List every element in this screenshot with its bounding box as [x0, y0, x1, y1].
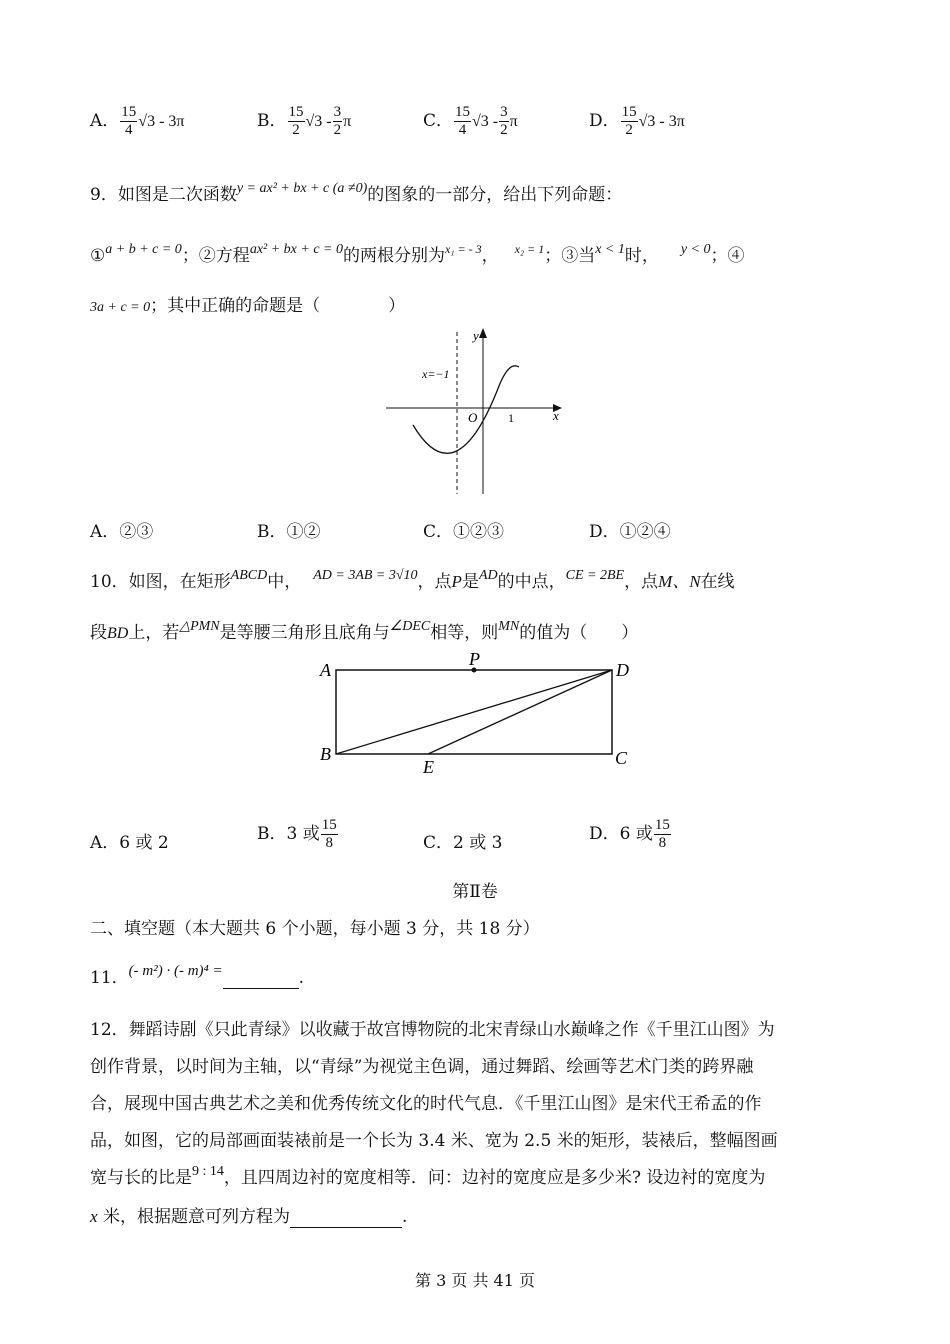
label-p: P: [469, 649, 480, 669]
q12-line4: 品，如图，它的局部画面装裱前是一个长为 3.4 米、宽为 2.5 米的矩形，装裱后，整幅图画: [90, 1131, 778, 1151]
q10-option-a: A．6 或 2: [90, 833, 169, 853]
fraction: $\frac{15}{2}$: [621, 104, 637, 138]
q9-proposition-4: 3a + c = 0；其中正确的命题是（ ）: [90, 296, 406, 316]
q8-option-a: A． $\frac{15}{4}$ √3 - 3π: [90, 104, 185, 138]
fraction: $\frac{15}{4}$: [121, 104, 137, 138]
label-e: E: [423, 757, 434, 777]
fraction: $\frac{15}{8}$: [321, 817, 337, 851]
label-c: C: [615, 748, 628, 768]
q12-line3: 合，展现中国古典艺术之美和优秀传统文化的时代气息．《千里江山图》是宋代王希孟的作: [90, 1094, 762, 1114]
one-label: 1: [508, 411, 514, 425]
fraction: $\frac{3}{2}$: [333, 104, 342, 138]
fraction: $\frac{15}{8}$: [654, 817, 670, 851]
segment-ed: [428, 670, 612, 754]
fraction: $\frac{15}{4}$: [455, 104, 471, 138]
answer-blank[interactable]: [290, 1207, 402, 1228]
q11: 11．(- m²) · (- m)⁴ = .: [90, 963, 305, 988]
label-d: D: [616, 660, 629, 680]
q10-option-d: D．6 或 $\frac{15}{8}$: [589, 817, 670, 851]
x-axis-label: x: [553, 408, 559, 423]
diagonal-bd: [336, 670, 612, 754]
label-b: B: [320, 744, 331, 764]
y-axis-arrow: [479, 328, 487, 338]
y-axis-label: y: [473, 328, 479, 343]
q10-option-b: B．3 或 $\frac{15}{8}$: [257, 817, 337, 851]
q10-rectangle-figure: [310, 648, 640, 780]
q8-option-d: D． $\frac{15}{2}$ √3 - 3π: [589, 104, 685, 138]
q12-line5: 宽与长的比是$^{9 : 14}$，且四周边衬的宽度相等．问：边衬的宽度应是多少米? 设边衬的宽度为: [90, 1164, 766, 1188]
answer-blank[interactable]: [223, 968, 299, 989]
q9-option-b: B．①②: [257, 522, 321, 542]
q9-stem: 9．如图是二次函数$^{y = ax^2 + bx + c (a \ne 0)}$的图象的一部分，给出下列命题：: [90, 181, 623, 205]
q9-propositions: ①$^{a + b + c = 0}$；②方程$^{ax^2 + bx + c = 0}$的两根分别为$^{x_1 = - 3}$， $^{x_2 = 1}$；③当$^{x < 1}$时， $^{y < 0}$；④: [90, 242, 745, 266]
q12-line6: x 米，根据题意可列方程为 .: [90, 1207, 408, 1227]
q9-option-a: A．②③: [90, 522, 154, 542]
fraction: $\frac{3}{2}$: [500, 104, 508, 138]
q10-stem-line2: 段BD上，若$^{\triangle PMN}$是等腰三角形且底角与$^{\angle DEC}$相等，则$^{MN}$的值为（ ）: [90, 619, 639, 643]
q10-option-c: C．2 或 3: [423, 833, 503, 853]
q12-line1: 12．舞蹈诗剧《只此青绿》以收藏于故宫博物院的北宋青绿山水巅峰之作《千里江山图》为: [90, 1020, 775, 1040]
section-title: 第Ⅱ卷: [452, 882, 498, 902]
symmetry-label: x=−1: [422, 367, 450, 381]
q8-option-c: C． $\frac{15}{4}$ √3 - $\frac{3}{2}$ π: [423, 104, 518, 138]
q10-stem-line1: 10．如图，在矩形$^{ABCD}$中， $^{AD = 3AB = 3√10}$，点P是$^{AD}$的中点，$^{CE = 2BE}$，点M、N在线: [90, 568, 735, 592]
q9-option-c: C．①②③: [423, 522, 505, 542]
label-a: A: [320, 660, 331, 680]
q8-option-b: B． $\frac{15}{2}$ √3 - $\frac{3}{2}$ π: [257, 104, 352, 138]
origin-label: O: [468, 410, 478, 425]
q9-parabola-graph: [380, 322, 570, 497]
page-footer: 第 3 页 共 41 页: [415, 1271, 535, 1290]
section-heading: 二、填空题（本大题共 6 个小题，每小题 3 分，共 18 分）: [90, 919, 540, 939]
fraction: $\frac{15}{2}$: [288, 104, 304, 138]
q12-line2: 创作背景，以时间为主轴，以“青绿”为视觉主色调，通过舞蹈、绘画等艺术门类的跨界融: [90, 1057, 754, 1077]
q9-option-d: D．①②④: [589, 522, 671, 542]
